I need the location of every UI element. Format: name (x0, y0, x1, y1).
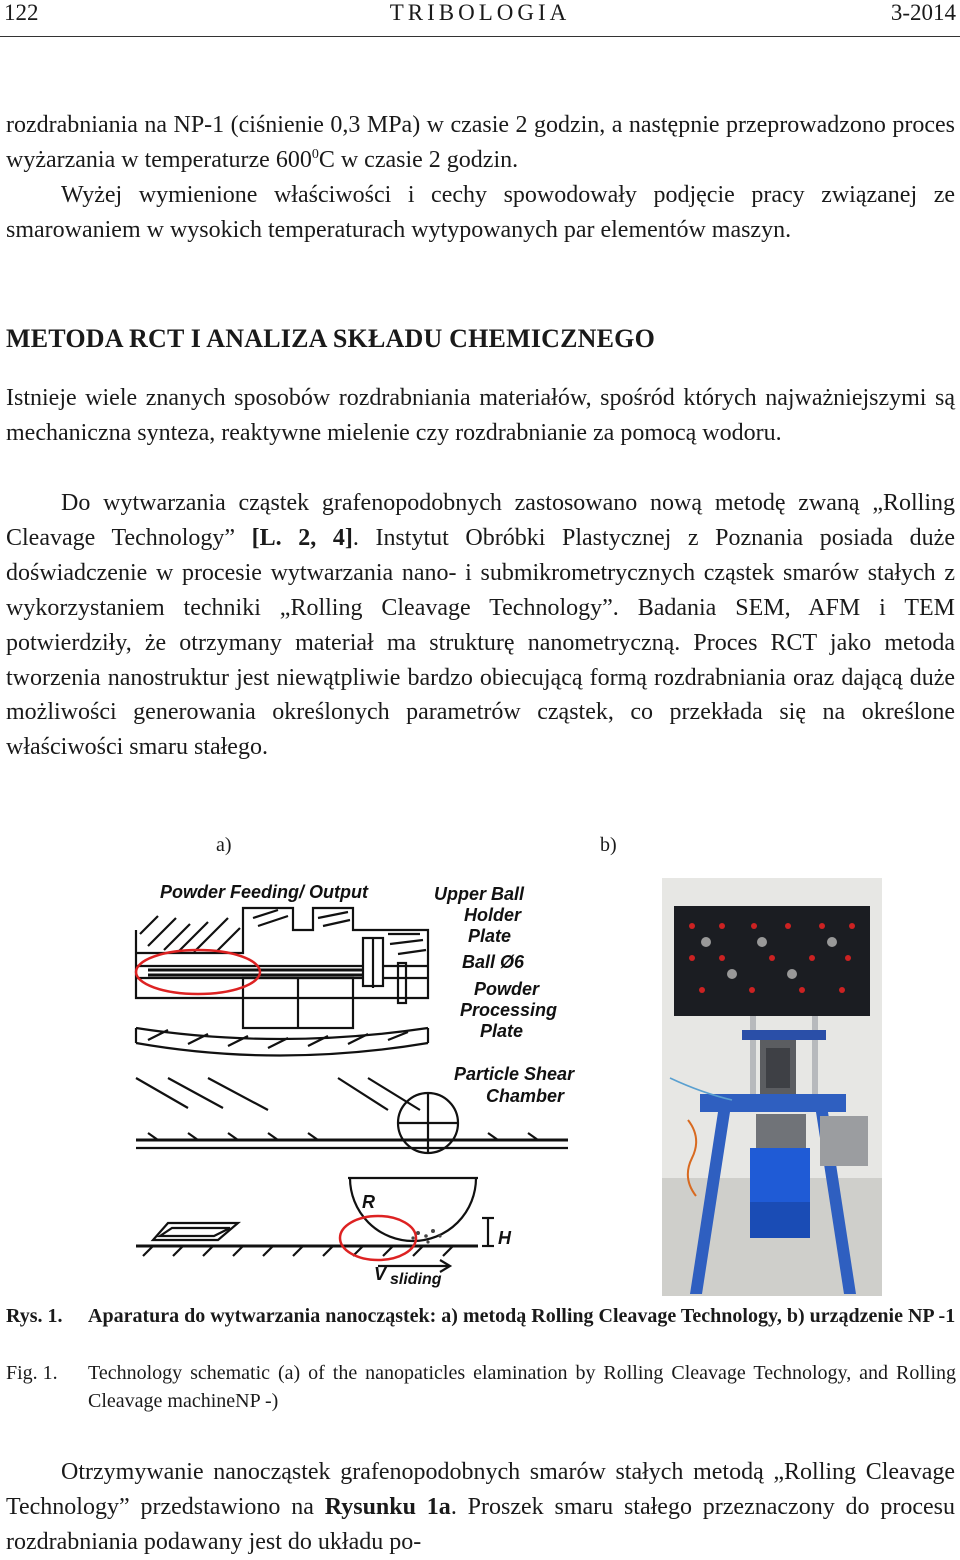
label-plate: Plate (468, 926, 512, 946)
label-ball: Ball Ø6 (462, 952, 525, 972)
degree-superscript: 0 (311, 146, 319, 162)
label-plate-2: Plate (480, 1021, 524, 1041)
section-paragraph-1: Istnieje wiele znanych sposobów rozdrabniania materiałów, spośród których najważniejszymi są mechaniczna synteza, reaktywne mielenie czy rozdrabnianie za pomocą wodoru. (6, 385, 955, 446)
intro-paragraph-2: Wyżej wymienione właściwości i cechy spowodowały podjęcie pracy związanej ze smarowaniem w wysokich temperaturach wytypowanych par elementów maszyn. (6, 182, 955, 243)
caption-pl-text: Aparatura do wytwarzania nanocząstek: a) metodą Rolling Cleavage Technology, b) urządzenie NP -1 (88, 1305, 956, 1327)
label-chamber: Chamber (486, 1086, 565, 1106)
caption-en-text: Technology schematic (a) of the nanopaticles elamination by Rolling Cleavage Technology, and Rolling Cleavage machineNP -) (88, 1362, 956, 1412)
intro-paragraph-1: rozdrabniania na NP-1 (ciśnienie 0,3 MPa) w czasie 2 godzin, a następnie przeprowadzono proces wyżarzania w temperaturze $600^0C$ w czasie 2 godzin. (6, 112, 955, 173)
figure-label-b: b) (600, 834, 617, 856)
running-header (0, 0, 960, 36)
caption-pl-key: Rys. 1. (6, 1305, 63, 1327)
citation: [L. 2, 4] (251, 524, 353, 551)
caption-en (6, 1359, 956, 1415)
label-sliding: sliding (390, 1271, 442, 1288)
label-holder: Holder (464, 905, 522, 925)
rct-schematic (128, 878, 590, 1290)
header-rule (0, 36, 960, 37)
section-paragraph-2: Do wytwarzania cząstek grafenopodobnych zastosowano nową metodę zwaną „Rolling Cleavage Technology” [L. 2, 4]. Instytut Obróbki Plastycznej z Poznania posiada duże doświadczenie w procesie wytwarzania nano- i submikrometrycznych cząstek smarów stałych z wykorzystaniem techniki „Rolling Cleavage Technology”. Badania SEM, AFM i TEM potwierdziły, że otrzymany materiał ma strukturę nanometryczną. Proces RCT jako metoda tworzenia nanostruktur jest niewątpliwie bardzo obiecującą formą rozdrabniania oraz dającą duże możliwości generowania określonych parametrów cząstek, co przekłada się na określone właściwości smaru stałego. (6, 490, 955, 761)
page-number: 122 (4, 0, 39, 25)
label-powder: Powder (474, 979, 540, 999)
label-r: R (362, 1192, 375, 1212)
label-processing: Processing (460, 1000, 558, 1020)
label-upper-ball: Upper Ball (434, 884, 525, 904)
caption-pl (6, 1302, 956, 1358)
section-heading: METODA RCT I ANALIZA SKŁADU CHEMICZNEGO (6, 324, 656, 353)
caption-en-key: Fig. 1. (6, 1362, 58, 1384)
closing-paragraph: Otrzymywanie nanocząstek grafenopodobnych smarów stałych metodą „Rolling Cleavage Technology” przedstawiono na Rysunku 1a. Proszek smaru stałego przeznaczony do procesu rozdrabniania podawany jest do układu po- (6, 1459, 956, 1555)
np1-machine-photo (662, 878, 882, 1296)
label-powder-feeding: Powder Feeding/ Output (160, 882, 368, 902)
journal-name: TRIBOLOGIA (389, 0, 571, 25)
figure-label-a: a) (216, 834, 232, 856)
label-v: V (374, 1264, 387, 1284)
figure-reference: Rysunku 1a (324, 1493, 451, 1520)
label-particle-shear: Particle Shear (454, 1064, 575, 1084)
label-h: H (498, 1228, 511, 1248)
issue-number: 3-2014 (890, 0, 956, 25)
